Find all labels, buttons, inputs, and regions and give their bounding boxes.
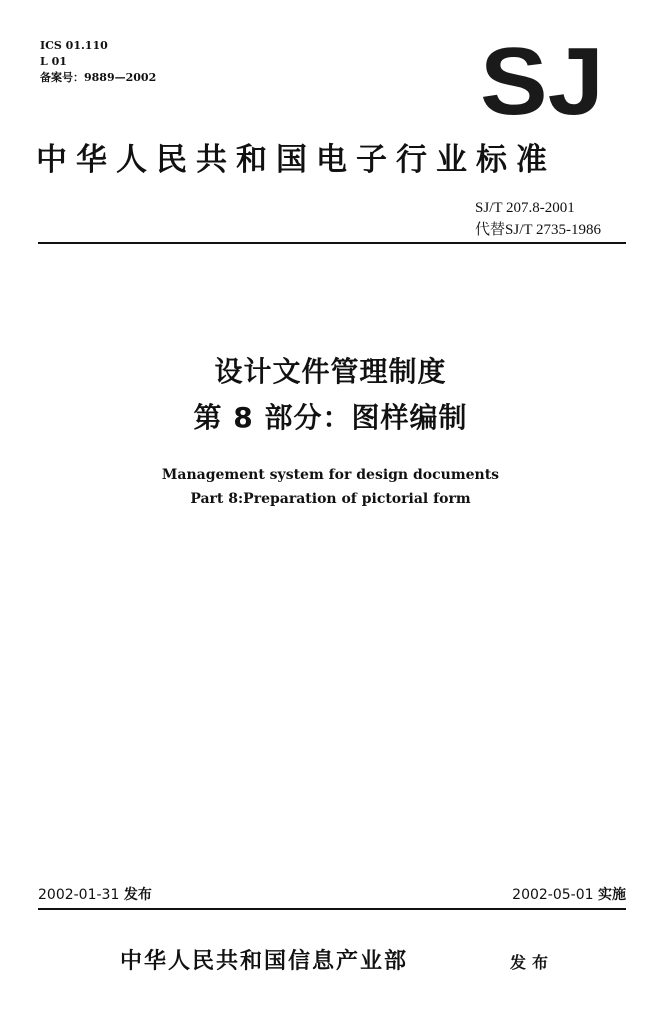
industry-standard-title: 中华人民共和国电子行业标准: [36, 142, 556, 178]
standard-number: SJ/T 207.8-2001: [475, 200, 575, 216]
publisher-name: 中华人民共和国信息产业部: [120, 949, 409, 974]
issue-label: 发布: [123, 887, 152, 903]
issue-date: [38, 884, 152, 904]
effective-label: 实施: [598, 887, 626, 903]
standard-number-block: [475, 197, 601, 241]
title-chinese-line1: 设计文件管理制度: [214, 355, 447, 388]
effective-date-value: 2002-05-01: [512, 887, 594, 903]
title-chinese-line2: 第 8 部分：图样编制: [193, 401, 468, 434]
header-divider: [38, 242, 626, 244]
effective-date: [512, 884, 626, 904]
record-number: 备案号：9889—2002: [40, 71, 157, 84]
classification-block: [40, 38, 156, 86]
title-english-line1: Management system for design documents: [161, 467, 500, 483]
title-english-line2: Part 8:Preparation of pictorial form: [190, 491, 471, 507]
ccs-code: L 01: [40, 55, 67, 68]
replaces-standard: 代替SJ/T 2735-1986: [475, 222, 601, 238]
ics-code: ICS 01.110: [40, 39, 108, 52]
publisher-action: 发布: [510, 953, 555, 972]
sj-logo-text: SJ: [480, 38, 604, 120]
issue-date-value: 2002-01-31: [38, 887, 120, 903]
sj-logo: [478, 38, 606, 120]
title-english: [0, 463, 661, 511]
footer-divider: [38, 908, 626, 910]
